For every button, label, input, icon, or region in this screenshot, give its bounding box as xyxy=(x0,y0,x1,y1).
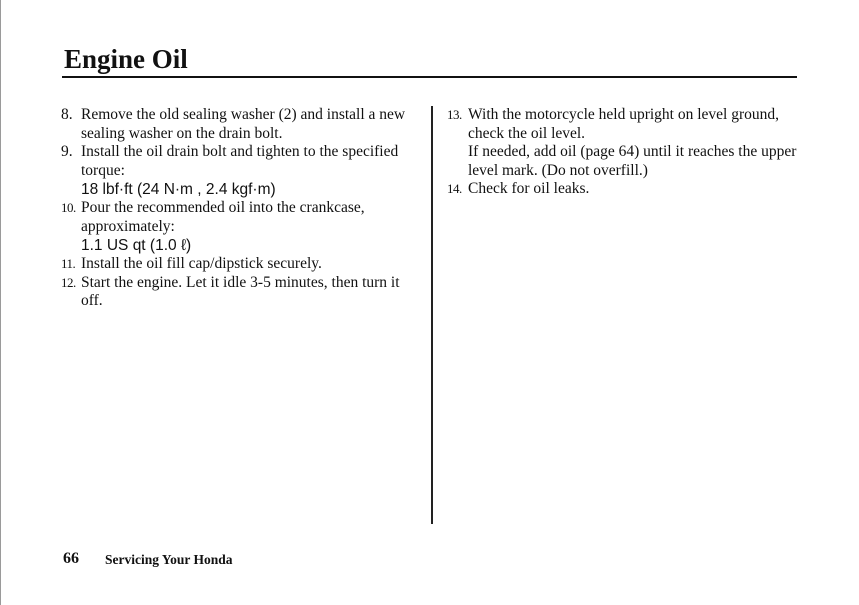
step-text: Install the oil drain bolt and tighten to the specified torque: xyxy=(81,143,399,179)
step-number: 14. xyxy=(447,181,462,196)
section-name: Servicing Your Honda xyxy=(105,552,233,567)
step-text: Start the engine. Let it idle 3-5 minutes, then turn it off. xyxy=(81,273,400,309)
step-text: Check for oil leaks. xyxy=(468,180,590,197)
page-edge-line xyxy=(0,0,1,605)
torque-spec: 18 lbf·ft (24 N·m , 2.4 kgf·m) xyxy=(81,181,276,198)
step-text: With the motorcycle held upright on level ground, check the oil level. xyxy=(468,106,780,142)
step-number: 11. xyxy=(61,256,76,271)
step-10 xyxy=(61,199,419,255)
step-8 xyxy=(61,106,419,143)
step-number: 13. xyxy=(447,107,462,122)
left-column xyxy=(61,106,419,311)
step-9 xyxy=(61,143,419,199)
oil-capacity-spec: 1.1 US qt (1.0 ℓ) xyxy=(81,237,192,254)
right-column xyxy=(447,106,797,199)
step-number: 8. xyxy=(61,106,73,123)
page-number: 66 xyxy=(63,550,79,567)
step-text: Remove the old sealing washer (2) and install a new sealing washer on the drain bolt. xyxy=(81,106,406,142)
column-divider xyxy=(431,106,433,524)
title-rule xyxy=(62,76,797,78)
page-title: Engine Oil xyxy=(64,44,188,74)
step-12 xyxy=(61,274,419,311)
step-number: 12. xyxy=(61,274,76,290)
step-text: Install the oil fill cap/dipstick securely. xyxy=(81,255,322,272)
step-13 xyxy=(447,106,797,180)
step-text: Pour the recommended oil into the crankcase, approximately: xyxy=(81,199,365,235)
step-14 xyxy=(447,180,797,199)
step-text-continued: If needed, add oil (page 64) until it reaches the upper level mark. (Do not overfill.) xyxy=(468,143,797,179)
step-number: 9. xyxy=(61,143,73,160)
step-number: 10. xyxy=(61,200,76,215)
step-11 xyxy=(61,255,419,274)
